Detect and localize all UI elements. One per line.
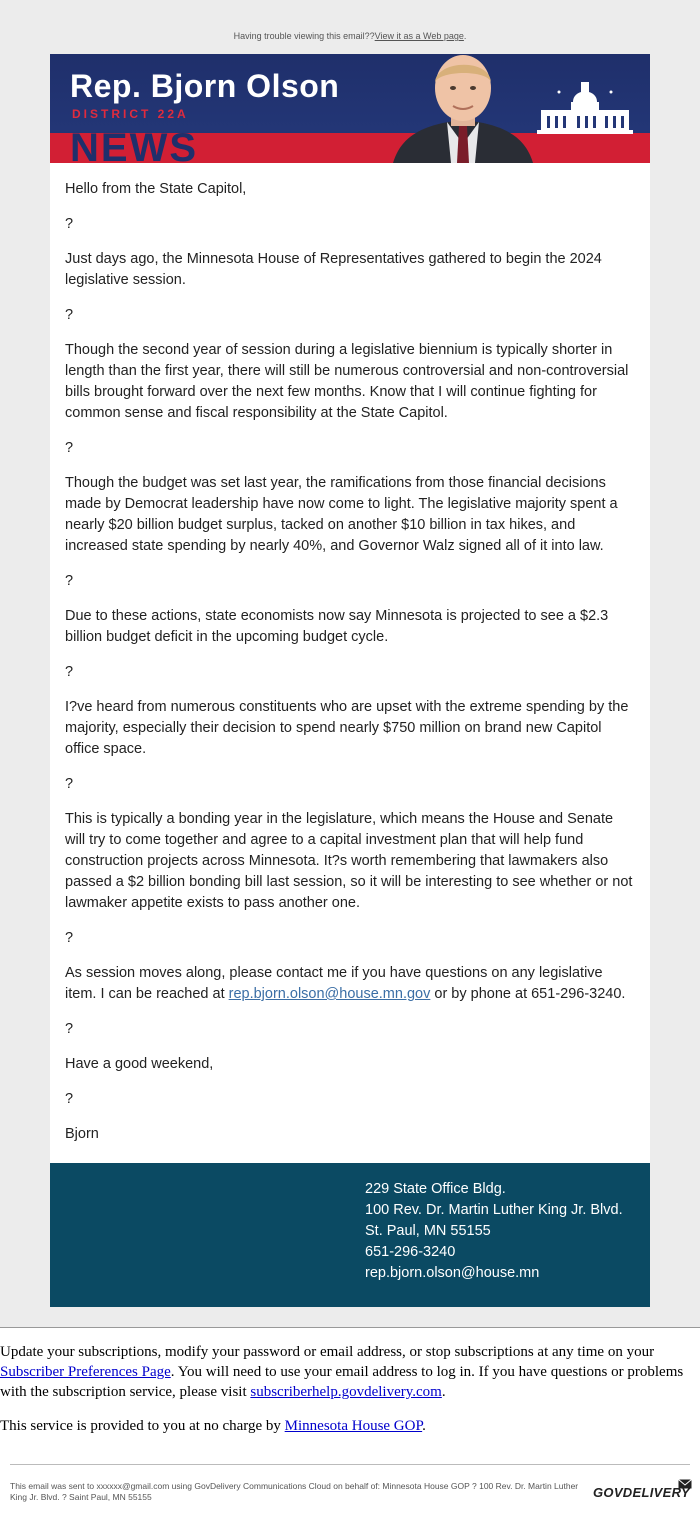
email-link[interactable]: rep.bjorn.olson@house.mn.gov <box>228 986 431 1002</box>
representative-portrait <box>383 54 543 163</box>
banner-news-label: NEWS <box>70 126 198 163</box>
divider <box>0 1327 700 1328</box>
phone-number: 651-296-3240 <box>365 1244 456 1260</box>
closing-line: Have a good weekend, <box>65 1056 214 1072</box>
footer-email: rep.bjorn.olson@house.mn <box>365 1265 540 1281</box>
govdelivery-logo: GOVDELIVERY <box>593 1485 690 1500</box>
spacer-text: ? <box>65 1091 74 1107</box>
trouble-text: Having trouble viewing this email?? <box>233 31 375 41</box>
minnesota-house-gop-link[interactable]: Minnesota House GOP <box>284 1418 423 1434</box>
body-paragraph: This is typically a bonding year in the legislature, which means the House and Senate will try to come together and agree to a capital investment plan that will help fund construction projects across Minnesota. It?s worth remembering that lawmakers also passed a $2 billion bonding bill last session, so it will be interesting to see whether or not lawmaker appetite exists to pass another one. <box>65 811 633 911</box>
spacer-text: ? <box>65 216 74 232</box>
spacer-text: ? <box>65 573 74 589</box>
spacer-text: ? <box>65 664 74 680</box>
banner-title: Rep. Bjorn Olson <box>70 68 340 104</box>
subscription-paragraph: Update your subscriptions, modify your password or email address, or stop subscriptions at any time on your Subscriber Preferences Page. You will need to use your email address to log in. If you have questions or problems with the subscription service, please visit subscriberhelp.govdelivery.com. <box>0 1344 684 1400</box>
service-paragraph: This service is provided to you at no charge by Minnesota House GOP. <box>0 1418 426 1434</box>
spacer-text: ? <box>65 1021 74 1037</box>
header-banner <box>50 54 650 163</box>
view-web-page-link[interactable]: View it as a Web page <box>374 31 464 41</box>
subscriber-help-link[interactable]: subscriberhelp.govdelivery.com <box>250 1384 442 1400</box>
address-line: St. Paul, MN 55155 <box>365 1223 491 1239</box>
body-paragraph: Though the second year of session during a legislative biennium is typically shorter in length than the first year, there will still be numerous controversial and non-controversial bills brought forward over the next few months. Know that I will continue fighting for common sense and fiscal responsibility at the State Capitol. <box>65 342 629 421</box>
legal-footer <box>0 1465 700 1515</box>
legal-text: This email was sent to xxxxxx@gmail.com using GovDelivery Communications Cloud on behalf of: Minnesota House GOP ? 100 Rev. Dr. Martin Luther King Jr. Blvd. ? Saint Paul, MN 55155 <box>10 1481 579 1502</box>
office-address <box>365 1179 623 1284</box>
spacer-text: ? <box>65 307 74 323</box>
signature: Bjorn <box>65 1126 99 1142</box>
spacer-text: ? <box>65 440 74 456</box>
contact-paragraph: As session moves along, please contact me if you have questions on any legislative item. I can be reached at rep.bjorn.olson@house.mn.gov or by phone at 651-296-3240. <box>65 965 626 1002</box>
subscriber-preferences-link[interactable]: Subscriber Preferences Page <box>0 1364 171 1380</box>
contact-footer <box>50 1163 650 1307</box>
banner-district: DISTRICT 22A <box>72 107 189 121</box>
email-body <box>50 163 650 1163</box>
subscription-notice <box>0 1342 700 1436</box>
body-paragraph: Due to these actions, state economists now say Minnesota is projected to see a $2.3 billion budget deficit in the upcoming budget cycle. <box>65 608 609 645</box>
body-paragraph: Though the budget was set last year, the ramifications from those financial decisions made by Democrat leadership have now come to light. The legislative majority spent a nearly $20 billion budget surplus, tacked on another $10 billion in tax hikes, and increased state spending by nearly 40%, and Governor Walz signed all of it into law. <box>65 475 618 554</box>
capitol-building-icon <box>537 80 633 136</box>
address-line: 100 Rev. Dr. Martin Luther King Jr. Blvd. <box>365 1202 623 1218</box>
body-paragraph: Just days ago, the Minnesota House of Representatives gathered to begin the 2024 legislative session. <box>65 251 602 288</box>
spacer-text: ? <box>65 930 74 946</box>
address-line: 229 State Office Bldg. <box>365 1181 506 1197</box>
greeting: Hello from the State Capitol, <box>65 181 247 197</box>
email-card <box>50 54 650 1163</box>
trouble-viewing-bar: Having trouble viewing this email??View it as a Web page. <box>233 31 467 41</box>
spacer-text: ? <box>65 776 74 792</box>
body-paragraph: I?ve heard from numerous constituents who are upset with the extreme spending by the majority, especially their decision to spend nearly $750 million on brand new Capitol office space. <box>65 699 629 757</box>
